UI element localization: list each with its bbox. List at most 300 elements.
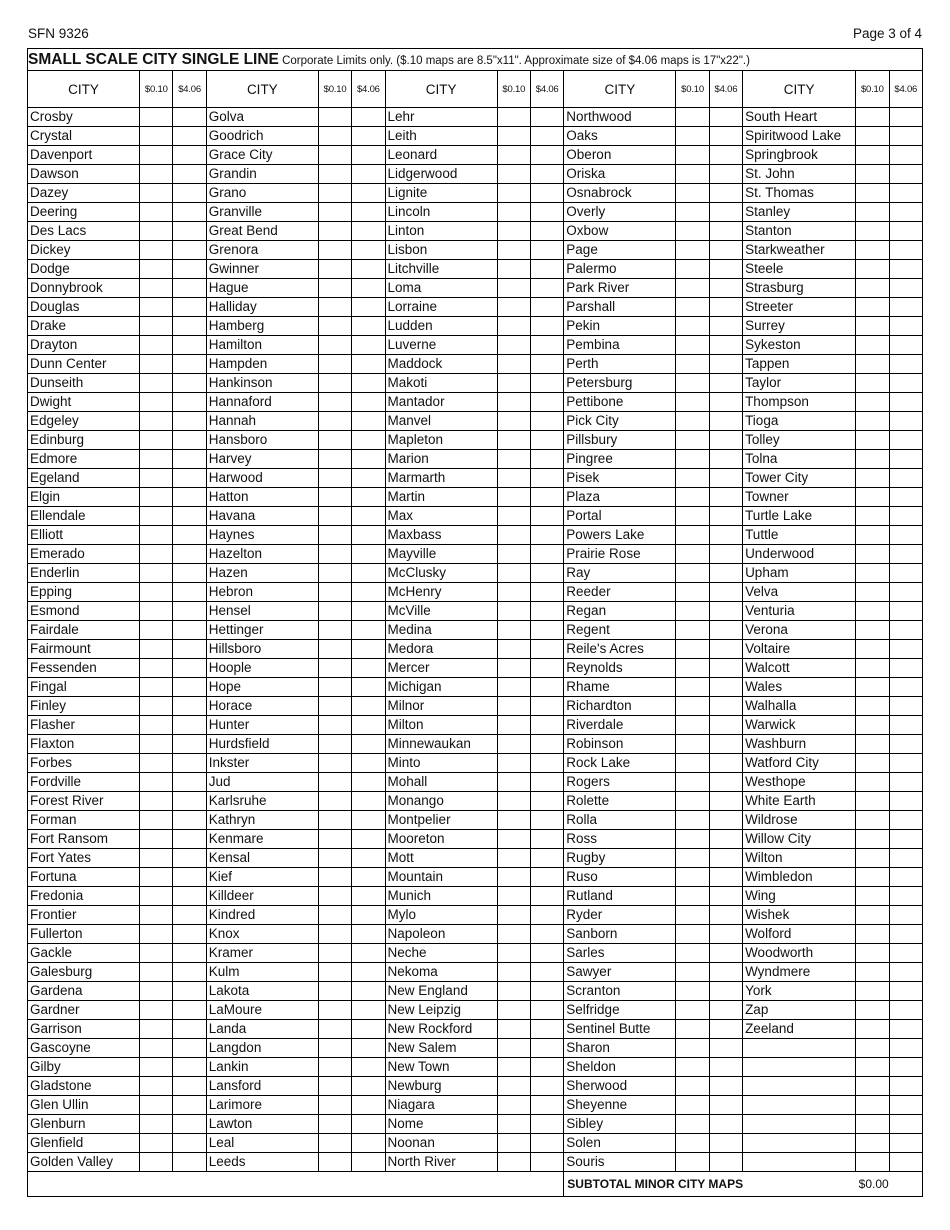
qty-406-cell[interactable]: [352, 1153, 385, 1172]
qty-406-cell[interactable]: [173, 735, 206, 754]
qty-406-cell[interactable]: [352, 640, 385, 659]
qty-010-cell[interactable]: [497, 773, 530, 792]
qty-010-cell[interactable]: [318, 811, 351, 830]
qty-406-cell[interactable]: [889, 564, 923, 583]
qty-406-cell[interactable]: [889, 811, 923, 830]
qty-010-cell[interactable]: [856, 564, 889, 583]
qty-406-cell[interactable]: [173, 773, 206, 792]
qty-406-cell[interactable]: [352, 849, 385, 868]
qty-406-cell[interactable]: [173, 1115, 206, 1134]
qty-406-cell[interactable]: [352, 830, 385, 849]
qty-406-cell[interactable]: [709, 830, 742, 849]
qty-406-cell[interactable]: [709, 944, 742, 963]
qty-406-cell[interactable]: [173, 1096, 206, 1115]
qty-010-cell[interactable]: [676, 792, 709, 811]
qty-010-cell[interactable]: [140, 1134, 173, 1153]
qty-010-cell[interactable]: [140, 184, 173, 203]
qty-406-cell[interactable]: [173, 431, 206, 450]
qty-406-cell[interactable]: [709, 1115, 742, 1134]
qty-406-cell[interactable]: [889, 108, 923, 127]
qty-406-cell[interactable]: [889, 431, 923, 450]
qty-010-cell[interactable]: [497, 108, 530, 127]
qty-010-cell[interactable]: [140, 887, 173, 906]
qty-010-cell[interactable]: [318, 1115, 351, 1134]
qty-406-cell[interactable]: [530, 944, 563, 963]
qty-406-cell[interactable]: [530, 241, 563, 260]
qty-406-cell[interactable]: [173, 678, 206, 697]
qty-010-cell[interactable]: [676, 906, 709, 925]
qty-010-cell[interactable]: [676, 963, 709, 982]
qty-406-cell[interactable]: [173, 450, 206, 469]
qty-406-cell[interactable]: [530, 336, 563, 355]
qty-406-cell[interactable]: [530, 222, 563, 241]
qty-406-cell[interactable]: [709, 298, 742, 317]
qty-406-cell[interactable]: [889, 1001, 923, 1020]
qty-010-cell[interactable]: [318, 754, 351, 773]
qty-010-cell[interactable]: [140, 583, 173, 602]
qty-406-cell[interactable]: [352, 1001, 385, 1020]
qty-406-cell[interactable]: [352, 583, 385, 602]
qty-010-cell[interactable]: [140, 678, 173, 697]
qty-010-cell[interactable]: [140, 1039, 173, 1058]
qty-406-cell[interactable]: [709, 1153, 742, 1172]
qty-010-cell[interactable]: [856, 925, 889, 944]
qty-010-cell[interactable]: [497, 336, 530, 355]
qty-010-cell[interactable]: [318, 735, 351, 754]
qty-010-cell[interactable]: [676, 203, 709, 222]
qty-406-cell[interactable]: [709, 393, 742, 412]
qty-010-cell[interactable]: [318, 545, 351, 564]
qty-010-cell[interactable]: [676, 678, 709, 697]
qty-010-cell[interactable]: [318, 640, 351, 659]
qty-010-cell[interactable]: [676, 640, 709, 659]
qty-010-cell[interactable]: [497, 925, 530, 944]
qty-010-cell[interactable]: [140, 545, 173, 564]
qty-406-cell[interactable]: [530, 1001, 563, 1020]
qty-406-cell[interactable]: [352, 545, 385, 564]
qty-010-cell[interactable]: [856, 431, 889, 450]
qty-406-cell[interactable]: [352, 944, 385, 963]
qty-406-cell[interactable]: [352, 735, 385, 754]
qty-010-cell[interactable]: [318, 716, 351, 735]
qty-406-cell[interactable]: [889, 583, 923, 602]
qty-010-cell[interactable]: [318, 678, 351, 697]
qty-010-cell[interactable]: [856, 203, 889, 222]
qty-010-cell[interactable]: [497, 488, 530, 507]
qty-406-cell[interactable]: [889, 317, 923, 336]
qty-406-cell[interactable]: [352, 526, 385, 545]
qty-010-cell[interactable]: [497, 412, 530, 431]
qty-406-cell[interactable]: [709, 165, 742, 184]
qty-406-cell[interactable]: [709, 222, 742, 241]
qty-010-cell[interactable]: [140, 526, 173, 545]
qty-406-cell[interactable]: [709, 963, 742, 982]
qty-010-cell[interactable]: [140, 317, 173, 336]
qty-406-cell[interactable]: [352, 982, 385, 1001]
qty-406-cell[interactable]: [530, 602, 563, 621]
qty-010-cell[interactable]: [140, 146, 173, 165]
qty-010-cell[interactable]: [318, 982, 351, 1001]
qty-406-cell[interactable]: [530, 963, 563, 982]
qty-406-cell[interactable]: [352, 488, 385, 507]
qty-010-cell[interactable]: [676, 811, 709, 830]
qty-406-cell[interactable]: [889, 963, 923, 982]
qty-010-cell[interactable]: [140, 621, 173, 640]
qty-406-cell[interactable]: [889, 469, 923, 488]
qty-010-cell[interactable]: [676, 659, 709, 678]
qty-010-cell[interactable]: [676, 127, 709, 146]
qty-406-cell[interactable]: [173, 887, 206, 906]
qty-010-cell[interactable]: [318, 564, 351, 583]
qty-406-cell[interactable]: [352, 1077, 385, 1096]
qty-406-cell[interactable]: [889, 127, 923, 146]
qty-406-cell[interactable]: [352, 355, 385, 374]
qty-010-cell[interactable]: [856, 393, 889, 412]
qty-010-cell[interactable]: [140, 716, 173, 735]
qty-406-cell[interactable]: [709, 507, 742, 526]
qty-406-cell[interactable]: [352, 716, 385, 735]
qty-406-cell[interactable]: [709, 184, 742, 203]
qty-406-cell[interactable]: [530, 412, 563, 431]
qty-406-cell[interactable]: [709, 279, 742, 298]
qty-406-cell[interactable]: [530, 982, 563, 1001]
qty-406-cell[interactable]: [530, 640, 563, 659]
qty-010-cell[interactable]: [318, 393, 351, 412]
qty-406-cell[interactable]: [709, 716, 742, 735]
qty-406-cell[interactable]: [352, 203, 385, 222]
qty-010-cell[interactable]: [856, 659, 889, 678]
qty-010-cell[interactable]: [856, 697, 889, 716]
qty-010-cell[interactable]: [676, 830, 709, 849]
qty-406-cell[interactable]: [709, 621, 742, 640]
qty-010-cell[interactable]: [497, 298, 530, 317]
qty-010-cell[interactable]: [318, 1153, 351, 1172]
qty-406-cell[interactable]: [709, 982, 742, 1001]
qty-406-cell[interactable]: [530, 469, 563, 488]
qty-406-cell[interactable]: [530, 127, 563, 146]
qty-010-cell[interactable]: [676, 754, 709, 773]
qty-010-cell[interactable]: [140, 393, 173, 412]
qty-406-cell[interactable]: [530, 754, 563, 773]
qty-406-cell[interactable]: [889, 165, 923, 184]
qty-406-cell[interactable]: [889, 868, 923, 887]
qty-406-cell[interactable]: [352, 298, 385, 317]
qty-010-cell[interactable]: [676, 393, 709, 412]
qty-406-cell[interactable]: [889, 241, 923, 260]
qty-406-cell[interactable]: [889, 754, 923, 773]
qty-406-cell[interactable]: [709, 754, 742, 773]
qty-406-cell[interactable]: [173, 1020, 206, 1039]
qty-010-cell[interactable]: [676, 1020, 709, 1039]
qty-010-cell[interactable]: [856, 412, 889, 431]
qty-406-cell[interactable]: [709, 583, 742, 602]
qty-010-cell[interactable]: [140, 1001, 173, 1020]
qty-406-cell[interactable]: [352, 1096, 385, 1115]
qty-010-cell[interactable]: [856, 279, 889, 298]
qty-406-cell[interactable]: [709, 925, 742, 944]
qty-406-cell[interactable]: [173, 697, 206, 716]
qty-010-cell[interactable]: [140, 868, 173, 887]
qty-010-cell[interactable]: [676, 184, 709, 203]
qty-010-cell[interactable]: [856, 811, 889, 830]
qty-010-cell[interactable]: [856, 146, 889, 165]
qty-010-cell[interactable]: [497, 792, 530, 811]
qty-010-cell[interactable]: [318, 260, 351, 279]
qty-406-cell[interactable]: [530, 887, 563, 906]
qty-406-cell[interactable]: [173, 640, 206, 659]
qty-010-cell[interactable]: [497, 659, 530, 678]
qty-010-cell[interactable]: [318, 621, 351, 640]
qty-406-cell[interactable]: [530, 184, 563, 203]
qty-010-cell[interactable]: [140, 754, 173, 773]
qty-010-cell[interactable]: [318, 241, 351, 260]
qty-406-cell[interactable]: [173, 1039, 206, 1058]
qty-010-cell[interactable]: [497, 621, 530, 640]
qty-010-cell[interactable]: [856, 982, 889, 1001]
qty-010-cell[interactable]: [318, 1039, 351, 1058]
qty-010-cell[interactable]: [497, 906, 530, 925]
qty-406-cell[interactable]: [530, 374, 563, 393]
qty-010-cell[interactable]: [318, 298, 351, 317]
qty-010-cell[interactable]: [856, 507, 889, 526]
qty-406-cell[interactable]: [530, 1096, 563, 1115]
qty-010-cell[interactable]: [497, 203, 530, 222]
qty-010-cell[interactable]: [497, 982, 530, 1001]
qty-010-cell[interactable]: [318, 279, 351, 298]
qty-010-cell[interactable]: [140, 792, 173, 811]
qty-010-cell[interactable]: [856, 1001, 889, 1020]
qty-010-cell[interactable]: [856, 887, 889, 906]
qty-010-cell[interactable]: [497, 811, 530, 830]
qty-010-cell[interactable]: [676, 260, 709, 279]
qty-010-cell[interactable]: [497, 754, 530, 773]
qty-406-cell[interactable]: [352, 431, 385, 450]
qty-010-cell[interactable]: [497, 887, 530, 906]
qty-406-cell[interactable]: [173, 1153, 206, 1172]
qty-010-cell[interactable]: [318, 583, 351, 602]
qty-406-cell[interactable]: [709, 564, 742, 583]
qty-010-cell[interactable]: [676, 621, 709, 640]
qty-010-cell[interactable]: [856, 1020, 889, 1039]
qty-010-cell[interactable]: [856, 374, 889, 393]
qty-010-cell[interactable]: [676, 165, 709, 184]
qty-406-cell[interactable]: [352, 108, 385, 127]
qty-406-cell[interactable]: [352, 393, 385, 412]
qty-010-cell[interactable]: [318, 602, 351, 621]
qty-406-cell[interactable]: [889, 393, 923, 412]
qty-010-cell[interactable]: [318, 127, 351, 146]
qty-406-cell[interactable]: [889, 184, 923, 203]
qty-406-cell[interactable]: [173, 906, 206, 925]
qty-010-cell[interactable]: [140, 773, 173, 792]
qty-406-cell[interactable]: [889, 982, 923, 1001]
qty-406-cell[interactable]: [709, 108, 742, 127]
qty-406-cell[interactable]: [530, 203, 563, 222]
qty-406-cell[interactable]: [173, 241, 206, 260]
qty-406-cell[interactable]: [889, 887, 923, 906]
qty-406-cell[interactable]: [889, 222, 923, 241]
qty-010-cell[interactable]: [497, 1096, 530, 1115]
qty-406-cell[interactable]: [709, 849, 742, 868]
qty-010-cell[interactable]: [140, 811, 173, 830]
qty-010-cell[interactable]: [318, 887, 351, 906]
qty-406-cell[interactable]: [352, 811, 385, 830]
qty-406-cell[interactable]: [709, 773, 742, 792]
qty-406-cell[interactable]: [352, 963, 385, 982]
qty-010-cell[interactable]: [856, 336, 889, 355]
qty-010-cell[interactable]: [140, 564, 173, 583]
qty-010-cell[interactable]: [676, 1153, 709, 1172]
qty-010-cell[interactable]: [676, 298, 709, 317]
qty-406-cell[interactable]: [530, 735, 563, 754]
qty-010-cell[interactable]: [856, 545, 889, 564]
qty-010-cell[interactable]: [140, 507, 173, 526]
qty-010-cell[interactable]: [497, 1134, 530, 1153]
qty-406-cell[interactable]: [709, 887, 742, 906]
qty-406-cell[interactable]: [530, 849, 563, 868]
qty-406-cell[interactable]: [173, 1134, 206, 1153]
qty-010-cell[interactable]: [497, 393, 530, 412]
qty-406-cell[interactable]: [352, 697, 385, 716]
qty-010-cell[interactable]: [676, 222, 709, 241]
qty-010-cell[interactable]: [676, 146, 709, 165]
qty-406-cell[interactable]: [709, 640, 742, 659]
qty-406-cell[interactable]: [709, 450, 742, 469]
qty-010-cell[interactable]: [676, 735, 709, 754]
qty-406-cell[interactable]: [173, 146, 206, 165]
qty-010-cell[interactable]: [676, 716, 709, 735]
qty-406-cell[interactable]: [530, 260, 563, 279]
qty-010-cell[interactable]: [140, 963, 173, 982]
qty-010-cell[interactable]: [140, 241, 173, 260]
qty-010-cell[interactable]: [676, 1134, 709, 1153]
qty-406-cell[interactable]: [352, 1134, 385, 1153]
qty-010-cell[interactable]: [140, 697, 173, 716]
qty-010-cell[interactable]: [318, 336, 351, 355]
qty-010-cell[interactable]: [140, 374, 173, 393]
qty-010-cell[interactable]: [676, 773, 709, 792]
qty-406-cell[interactable]: [173, 1001, 206, 1020]
qty-406-cell[interactable]: [173, 526, 206, 545]
qty-406-cell[interactable]: [709, 659, 742, 678]
qty-406-cell[interactable]: [173, 222, 206, 241]
qty-010-cell[interactable]: [676, 602, 709, 621]
qty-406-cell[interactable]: [709, 1020, 742, 1039]
qty-010-cell[interactable]: [676, 279, 709, 298]
qty-406-cell[interactable]: [530, 1039, 563, 1058]
qty-406-cell[interactable]: [889, 545, 923, 564]
qty-010-cell[interactable]: [318, 450, 351, 469]
qty-406-cell[interactable]: [889, 792, 923, 811]
qty-010-cell[interactable]: [856, 583, 889, 602]
qty-010-cell[interactable]: [856, 868, 889, 887]
qty-010-cell[interactable]: [856, 260, 889, 279]
qty-406-cell[interactable]: [173, 621, 206, 640]
qty-010-cell[interactable]: [318, 1096, 351, 1115]
qty-010-cell[interactable]: [318, 830, 351, 849]
qty-406-cell[interactable]: [173, 583, 206, 602]
qty-406-cell[interactable]: [173, 925, 206, 944]
qty-406-cell[interactable]: [352, 1039, 385, 1058]
qty-010-cell[interactable]: [676, 1096, 709, 1115]
qty-010-cell[interactable]: [318, 374, 351, 393]
qty-406-cell[interactable]: [889, 735, 923, 754]
qty-010-cell[interactable]: [856, 754, 889, 773]
qty-406-cell[interactable]: [709, 469, 742, 488]
qty-010-cell[interactable]: [676, 108, 709, 127]
qty-406-cell[interactable]: [709, 412, 742, 431]
qty-010-cell[interactable]: [676, 412, 709, 431]
qty-406-cell[interactable]: [709, 355, 742, 374]
qty-010-cell[interactable]: [856, 127, 889, 146]
qty-406-cell[interactable]: [889, 355, 923, 374]
qty-406-cell[interactable]: [173, 963, 206, 982]
qty-406-cell[interactable]: [530, 393, 563, 412]
qty-406-cell[interactable]: [352, 1058, 385, 1077]
qty-406-cell[interactable]: [530, 1077, 563, 1096]
qty-406-cell[interactable]: [889, 906, 923, 925]
qty-406-cell[interactable]: [173, 1077, 206, 1096]
qty-010-cell[interactable]: [856, 355, 889, 374]
qty-010-cell[interactable]: [676, 450, 709, 469]
qty-406-cell[interactable]: [709, 374, 742, 393]
qty-406-cell[interactable]: [709, 811, 742, 830]
qty-010-cell[interactable]: [497, 317, 530, 336]
qty-010-cell[interactable]: [856, 298, 889, 317]
qty-010-cell[interactable]: [497, 716, 530, 735]
qty-406-cell[interactable]: [530, 678, 563, 697]
qty-010-cell[interactable]: [140, 108, 173, 127]
qty-406-cell[interactable]: [173, 545, 206, 564]
qty-010-cell[interactable]: [140, 260, 173, 279]
qty-010-cell[interactable]: [497, 1001, 530, 1020]
qty-406-cell[interactable]: [173, 792, 206, 811]
qty-010-cell[interactable]: [497, 374, 530, 393]
qty-010-cell[interactable]: [856, 317, 889, 336]
qty-406-cell[interactable]: [173, 754, 206, 773]
qty-010-cell[interactable]: [497, 260, 530, 279]
qty-406-cell[interactable]: [889, 1020, 923, 1039]
qty-406-cell[interactable]: [889, 640, 923, 659]
qty-010-cell[interactable]: [676, 374, 709, 393]
qty-406-cell[interactable]: [530, 279, 563, 298]
qty-406-cell[interactable]: [530, 507, 563, 526]
qty-406-cell[interactable]: [352, 374, 385, 393]
qty-406-cell[interactable]: [173, 108, 206, 127]
qty-406-cell[interactable]: [530, 1020, 563, 1039]
qty-406-cell[interactable]: [352, 336, 385, 355]
qty-406-cell[interactable]: [530, 545, 563, 564]
qty-010-cell[interactable]: [497, 1077, 530, 1096]
qty-406-cell[interactable]: [889, 526, 923, 545]
qty-406-cell[interactable]: [530, 583, 563, 602]
qty-010-cell[interactable]: [318, 184, 351, 203]
qty-406-cell[interactable]: [352, 127, 385, 146]
qty-406-cell[interactable]: [889, 849, 923, 868]
qty-406-cell[interactable]: [352, 887, 385, 906]
qty-010-cell[interactable]: [856, 526, 889, 545]
qty-010-cell[interactable]: [676, 526, 709, 545]
qty-406-cell[interactable]: [709, 678, 742, 697]
qty-406-cell[interactable]: [709, 1058, 742, 1077]
qty-010-cell[interactable]: [676, 944, 709, 963]
qty-010-cell[interactable]: [497, 583, 530, 602]
qty-406-cell[interactable]: [352, 260, 385, 279]
qty-010-cell[interactable]: [856, 735, 889, 754]
qty-010-cell[interactable]: [140, 336, 173, 355]
qty-010-cell[interactable]: [856, 773, 889, 792]
qty-010-cell[interactable]: [140, 735, 173, 754]
